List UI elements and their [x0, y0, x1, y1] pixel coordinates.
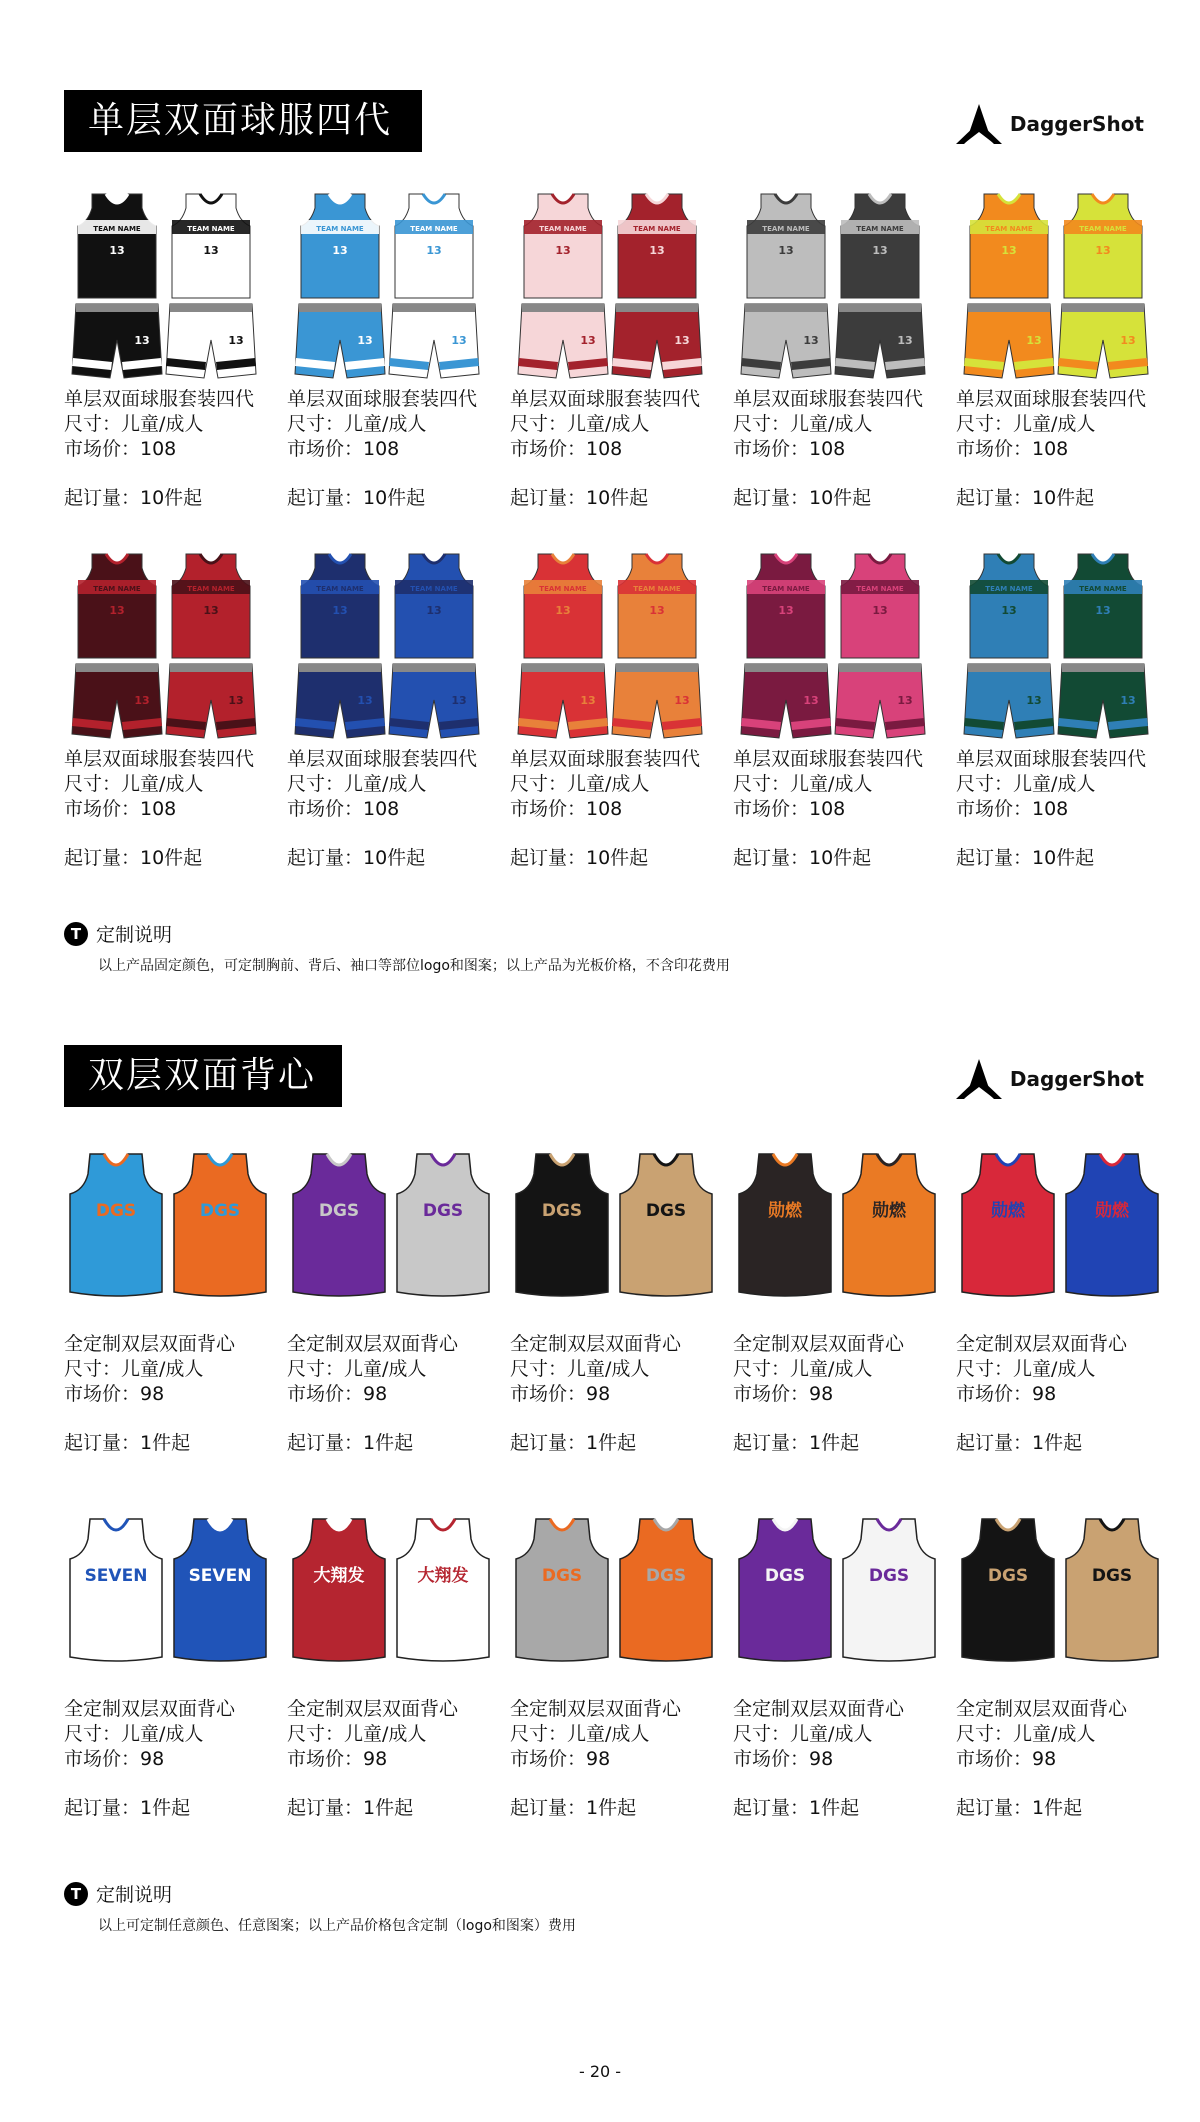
product-moq: 起订量：10件起	[64, 847, 203, 869]
svg-text:DGS: DGS	[422, 1201, 464, 1221]
product-size: 尺寸：儿童/成人	[956, 773, 1096, 795]
product-card[interactable]	[733, 1150, 956, 1515]
svg-text:13: 13	[332, 244, 348, 257]
vest-front-image	[512, 1515, 612, 1665]
note-text: 以上产品固定颜色，可定制胸前、背后、袖口等部位logo和图案；以上产品为光板价格，不含印花费用	[98, 958, 730, 974]
product-image	[287, 190, 497, 385]
product-info	[64, 747, 254, 871]
product-name: 全定制双层双面背心	[64, 1333, 236, 1355]
svg-text:13: 13	[580, 334, 596, 347]
svg-text:TEAM NAME: TEAM NAME	[410, 585, 458, 593]
product-info	[64, 387, 254, 511]
product-size: 尺寸：儿童/成人	[510, 1358, 650, 1380]
svg-text:13: 13	[803, 694, 819, 707]
product-name: 单层双面球服套装四代	[64, 748, 255, 770]
product-image	[733, 1150, 943, 1305]
product-moq: 起订量：1件起	[287, 1797, 414, 1819]
jersey-back-image	[1056, 550, 1150, 660]
product-price: 市场价：98	[510, 1383, 611, 1405]
product-info	[64, 1697, 235, 1821]
svg-text:勋燃: 勋燃	[768, 1201, 802, 1221]
svg-text:13: 13	[134, 334, 150, 347]
product-image	[956, 1150, 1166, 1305]
svg-text:DGS: DGS	[987, 1566, 1029, 1586]
note-title: 定制说明	[96, 1884, 173, 1906]
product-price: 市场价：108	[64, 798, 177, 820]
jersey-back-image	[833, 550, 927, 660]
product-card[interactable]	[510, 550, 733, 910]
product-price: 市场价：98	[287, 1383, 388, 1405]
vest-back-image	[393, 1515, 493, 1665]
svg-text:13: 13	[426, 604, 442, 617]
svg-text:DGS: DGS	[199, 1201, 241, 1221]
product-card[interactable]	[287, 550, 510, 910]
brand-name: DaggerShot	[1009, 112, 1144, 136]
svg-text:勋燃: 勋燃	[872, 1201, 906, 1221]
product-size: 尺寸：儿童/成人	[287, 413, 427, 435]
vest-front-image	[958, 1515, 1058, 1665]
vest-front-image	[289, 1150, 389, 1300]
svg-text:13: 13	[1095, 244, 1111, 257]
svg-text:13: 13	[1026, 334, 1042, 347]
svg-text:TEAM NAME: TEAM NAME	[985, 225, 1033, 233]
product-moq: 起订量：10件起	[510, 487, 649, 509]
product-moq: 起订量：10件起	[287, 487, 426, 509]
product-name: 单层双面球服套装四代	[287, 388, 478, 410]
svg-text:13: 13	[555, 604, 571, 617]
svg-text:13: 13	[580, 694, 596, 707]
product-price: 市场价：108	[287, 798, 400, 820]
product-image	[510, 1515, 720, 1670]
product-moq: 起订量：1件起	[510, 1432, 637, 1454]
product-grid	[64, 190, 1164, 910]
product-name: 单层双面球服套装四代	[287, 748, 478, 770]
product-card[interactable]	[64, 550, 287, 910]
jersey-back-image	[164, 190, 258, 300]
jersey-back-image	[610, 550, 704, 660]
jersey-front-image	[293, 190, 387, 300]
svg-text:13: 13	[803, 334, 819, 347]
svg-text:13: 13	[872, 604, 888, 617]
jersey-front-image	[962, 550, 1056, 660]
svg-text:13: 13	[872, 244, 888, 257]
product-name: 全定制双层双面背心	[510, 1333, 682, 1355]
product-card[interactable]	[510, 190, 733, 550]
svg-text:13: 13	[332, 604, 348, 617]
svg-text:TEAM NAME: TEAM NAME	[316, 225, 364, 233]
product-image	[956, 550, 1166, 745]
svg-text:TEAM NAME: TEAM NAME	[633, 585, 681, 593]
shorts-front-image	[293, 300, 387, 382]
vest-back-image	[616, 1515, 716, 1665]
svg-text:DGS: DGS	[541, 1566, 583, 1586]
product-image	[287, 550, 497, 745]
product-size: 尺寸：儿童/成人	[64, 1723, 204, 1745]
svg-text:13: 13	[649, 604, 665, 617]
product-name: 单层双面球服套装四代	[510, 388, 701, 410]
product-image	[733, 550, 943, 745]
product-info	[956, 1697, 1127, 1821]
svg-text:13: 13	[674, 694, 690, 707]
product-image	[287, 1150, 497, 1305]
jersey-back-image	[164, 550, 258, 660]
vest-front-image	[66, 1515, 166, 1665]
jersey-back-image	[387, 190, 481, 300]
svg-text:TEAM NAME: TEAM NAME	[985, 585, 1033, 593]
product-name: 全定制双层双面背心	[287, 1333, 459, 1355]
svg-text:DGS: DGS	[764, 1566, 806, 1586]
product-moq: 起订量：10件起	[956, 487, 1095, 509]
product-size: 尺寸：儿童/成人	[956, 1358, 1096, 1380]
vest-front-image	[958, 1150, 1058, 1300]
product-name: 全定制双层双面背心	[510, 1698, 682, 1720]
product-info	[510, 1332, 681, 1456]
brand-logo	[952, 1057, 1144, 1101]
product-price: 市场价：98	[287, 1748, 388, 1770]
dagger-logo-icon	[952, 102, 1006, 146]
product-info	[733, 1697, 904, 1821]
svg-text:TEAM NAME: TEAM NAME	[410, 225, 458, 233]
product-info	[733, 1332, 904, 1456]
svg-text:DGS: DGS	[1091, 1566, 1133, 1586]
brand-logo	[952, 102, 1144, 146]
svg-text:13: 13	[109, 604, 125, 617]
shorts-back-image	[610, 300, 704, 382]
product-card[interactable]	[64, 1150, 287, 1515]
product-moq: 起订量：1件起	[510, 1797, 637, 1819]
product-price: 市场价：98	[733, 1383, 834, 1405]
note-text: 以上可定制任意颜色、任意图案；以上产品价格包含定制（logo和图案）费用	[98, 1918, 576, 1934]
product-size: 尺寸：儿童/成人	[733, 1723, 873, 1745]
jersey-back-image	[1056, 190, 1150, 300]
shorts-back-image	[1056, 300, 1150, 382]
svg-text:13: 13	[203, 244, 219, 257]
vest-back-image	[1062, 1515, 1162, 1665]
svg-text:大翔发: 大翔发	[417, 1566, 469, 1586]
product-info	[733, 747, 923, 871]
vest-back-image	[839, 1515, 939, 1665]
jersey-back-image	[833, 190, 927, 300]
svg-text:TEAM NAME: TEAM NAME	[539, 585, 587, 593]
product-size: 尺寸：儿童/成人	[733, 773, 873, 795]
product-name: 全定制双层双面背心	[956, 1333, 1128, 1355]
product-moq: 起订量：10件起	[287, 847, 426, 869]
svg-text:13: 13	[897, 334, 913, 347]
shorts-front-image	[516, 660, 610, 742]
shorts-front-image	[293, 660, 387, 742]
shorts-back-image	[387, 660, 481, 742]
product-name: 全定制双层双面背心	[956, 1698, 1128, 1720]
svg-text:TEAM NAME: TEAM NAME	[1079, 585, 1127, 593]
jersey-front-image	[739, 190, 833, 300]
product-moq: 起订量：10件起	[956, 847, 1095, 869]
shorts-back-image	[610, 660, 704, 742]
svg-text:DGS: DGS	[645, 1566, 687, 1586]
product-image	[64, 550, 274, 745]
svg-text:13: 13	[134, 694, 150, 707]
vest-front-image	[289, 1515, 389, 1665]
product-card[interactable]	[956, 1515, 1179, 1880]
svg-text:SEVEN: SEVEN	[188, 1566, 252, 1586]
svg-text:13: 13	[228, 694, 244, 707]
product-info	[510, 387, 700, 511]
vest-back-image	[839, 1150, 939, 1300]
jersey-front-image	[739, 550, 833, 660]
product-price: 市场价：108	[287, 438, 400, 460]
svg-text:13: 13	[778, 244, 794, 257]
product-size: 尺寸：儿童/成人	[733, 1358, 873, 1380]
product-size: 尺寸：儿童/成人	[287, 1358, 427, 1380]
svg-text:勋燃: 勋燃	[991, 1201, 1025, 1221]
svg-text:DGS: DGS	[541, 1201, 583, 1221]
product-card[interactable]	[64, 1515, 287, 1880]
product-moq: 起订量：1件起	[64, 1797, 191, 1819]
svg-text:13: 13	[426, 244, 442, 257]
product-card[interactable]	[287, 1150, 510, 1515]
product-moq: 起订量：1件起	[733, 1432, 860, 1454]
svg-text:TEAM NAME: TEAM NAME	[856, 585, 904, 593]
jersey-front-image	[293, 550, 387, 660]
vest-front-image	[512, 1150, 612, 1300]
svg-text:大翔发: 大翔发	[313, 1566, 365, 1586]
vest-front-image	[66, 1150, 166, 1300]
product-image	[64, 1515, 274, 1670]
product-image	[510, 1150, 720, 1305]
shorts-back-image	[164, 660, 258, 742]
product-info	[64, 1332, 235, 1456]
svg-text:SEVEN: SEVEN	[84, 1566, 148, 1586]
product-card[interactable]	[956, 1150, 1179, 1515]
svg-text:TEAM NAME: TEAM NAME	[633, 225, 681, 233]
product-price: 市场价：98	[956, 1383, 1057, 1405]
product-price: 市场价：108	[733, 798, 846, 820]
product-size: 尺寸：儿童/成人	[510, 413, 650, 435]
product-moq: 起订量：10件起	[733, 487, 872, 509]
svg-text:13: 13	[357, 334, 373, 347]
product-moq: 起订量：10件起	[733, 847, 872, 869]
vest-back-image	[170, 1150, 270, 1300]
shorts-front-image	[516, 300, 610, 382]
product-size: 尺寸：儿童/成人	[64, 413, 204, 435]
svg-text:TEAM NAME: TEAM NAME	[762, 585, 810, 593]
svg-text:DGS: DGS	[645, 1201, 687, 1221]
product-name: 单层双面球服套装四代	[510, 748, 701, 770]
product-image	[287, 1515, 497, 1670]
product-name: 全定制双层双面背心	[733, 1333, 905, 1355]
svg-text:13: 13	[1095, 604, 1111, 617]
product-info	[287, 1697, 458, 1821]
product-image	[733, 190, 943, 385]
product-size: 尺寸：儿童/成人	[287, 1723, 427, 1745]
product-card[interactable]	[287, 1515, 510, 1880]
svg-text:DGS: DGS	[95, 1201, 137, 1221]
svg-text:13: 13	[357, 694, 373, 707]
shorts-front-image	[962, 300, 1056, 382]
jersey-front-image	[516, 190, 610, 300]
product-image	[64, 190, 274, 385]
product-image	[956, 190, 1166, 385]
jersey-back-image	[387, 550, 481, 660]
svg-text:DGS: DGS	[868, 1566, 910, 1586]
product-info	[287, 387, 477, 511]
vest-back-image	[1062, 1150, 1162, 1300]
product-moq: 起订量：1件起	[733, 1797, 860, 1819]
product-moq: 起订量：1件起	[956, 1432, 1083, 1454]
product-price: 市场价：98	[64, 1748, 165, 1770]
product-size: 尺寸：儿童/成人	[956, 1723, 1096, 1745]
product-name: 全定制双层双面背心	[287, 1698, 459, 1720]
product-info	[733, 387, 923, 511]
svg-text:13: 13	[1120, 334, 1136, 347]
product-size: 尺寸：儿童/成人	[510, 1723, 650, 1745]
product-price: 市场价：108	[956, 438, 1069, 460]
product-price: 市场价：108	[733, 438, 846, 460]
svg-text:TEAM NAME: TEAM NAME	[539, 225, 587, 233]
svg-text:13: 13	[1001, 604, 1017, 617]
jersey-front-image	[70, 190, 164, 300]
product-info	[510, 1697, 681, 1821]
shorts-front-image	[70, 300, 164, 382]
product-card[interactable]	[733, 550, 956, 910]
product-image	[510, 190, 720, 385]
product-card[interactable]	[510, 1150, 733, 1515]
product-card[interactable]	[956, 550, 1179, 910]
product-image	[510, 550, 720, 745]
product-name: 全定制双层双面背心	[733, 1698, 905, 1720]
shorts-front-image	[739, 300, 833, 382]
svg-text:13: 13	[451, 694, 467, 707]
product-info	[287, 747, 477, 871]
shorts-back-image	[833, 300, 927, 382]
svg-text:TEAM NAME: TEAM NAME	[856, 225, 904, 233]
product-name: 单层双面球服套装四代	[64, 388, 255, 410]
product-name: 单层双面球服套装四代	[956, 748, 1147, 770]
svg-text:13: 13	[555, 244, 571, 257]
product-info	[956, 387, 1146, 511]
product-card[interactable]	[956, 190, 1179, 550]
vest-front-image	[735, 1150, 835, 1300]
svg-text:13: 13	[1026, 694, 1042, 707]
product-moq: 起订量：10件起	[64, 487, 203, 509]
vest-back-image	[393, 1150, 493, 1300]
product-image	[64, 1150, 274, 1305]
product-name: 单层双面球服套装四代	[733, 748, 924, 770]
custom-note	[64, 920, 730, 975]
product-moq: 起订量：1件起	[287, 1432, 414, 1454]
product-size: 尺寸：儿童/成人	[510, 773, 650, 795]
product-moq: 起订量：10件起	[510, 847, 649, 869]
svg-text:13: 13	[674, 334, 690, 347]
product-image	[733, 1515, 943, 1670]
product-card[interactable]	[64, 190, 287, 550]
svg-text:TEAM NAME: TEAM NAME	[187, 225, 235, 233]
product-name: 全定制双层双面背心	[64, 1698, 236, 1720]
product-size: 尺寸：儿童/成人	[956, 413, 1096, 435]
product-price: 市场价：108	[510, 798, 623, 820]
shorts-front-image	[962, 660, 1056, 742]
svg-text:TEAM NAME: TEAM NAME	[187, 585, 235, 593]
jersey-front-image	[516, 550, 610, 660]
shorts-back-image	[833, 660, 927, 742]
vest-back-image	[170, 1515, 270, 1665]
brand-name: DaggerShot	[1009, 1067, 1144, 1091]
product-price: 市场价：98	[956, 1748, 1057, 1770]
jersey-back-image	[610, 190, 704, 300]
product-price: 市场价：98	[510, 1748, 611, 1770]
jersey-front-image	[962, 190, 1056, 300]
info-icon: T	[64, 1882, 88, 1906]
svg-text:TEAM NAME: TEAM NAME	[93, 585, 141, 593]
svg-text:TEAM NAME: TEAM NAME	[1079, 225, 1127, 233]
product-name: 单层双面球服套装四代	[733, 388, 924, 410]
product-size: 尺寸：儿童/成人	[64, 773, 204, 795]
product-price: 市场价：98	[64, 1383, 165, 1405]
section-title: 双层双面背心	[64, 1045, 342, 1107]
jersey-front-image	[70, 550, 164, 660]
product-price: 市场价：98	[733, 1748, 834, 1770]
svg-text:13: 13	[897, 694, 913, 707]
product-size: 尺寸：儿童/成人	[64, 1358, 204, 1380]
svg-text:TEAM NAME: TEAM NAME	[762, 225, 810, 233]
product-grid	[64, 1150, 1164, 1880]
product-image	[956, 1515, 1166, 1670]
shorts-back-image	[387, 300, 481, 382]
shorts-back-image	[164, 300, 258, 382]
svg-text:DGS: DGS	[318, 1201, 360, 1221]
custom-note	[64, 1880, 576, 1935]
product-card[interactable]	[733, 1515, 956, 1880]
svg-text:13: 13	[228, 334, 244, 347]
svg-text:13: 13	[451, 334, 467, 347]
product-card[interactable]	[287, 190, 510, 550]
product-card[interactable]	[510, 1515, 733, 1880]
svg-text:13: 13	[109, 244, 125, 257]
vest-front-image	[735, 1515, 835, 1665]
product-card[interactable]	[733, 190, 956, 550]
product-moq: 起订量：1件起	[956, 1797, 1083, 1819]
product-info	[956, 1332, 1127, 1456]
svg-text:勋燃: 勋燃	[1095, 1201, 1129, 1221]
page-number: - 20 -	[578, 2062, 622, 2081]
svg-text:TEAM NAME: TEAM NAME	[316, 585, 364, 593]
product-price: 市场价：108	[64, 438, 177, 460]
svg-text:TEAM NAME: TEAM NAME	[93, 225, 141, 233]
svg-text:13: 13	[1120, 694, 1136, 707]
dagger-logo-icon	[952, 1057, 1006, 1101]
svg-text:13: 13	[1001, 244, 1017, 257]
product-size: 尺寸：儿童/成人	[287, 773, 427, 795]
shorts-front-image	[70, 660, 164, 742]
product-size: 尺寸：儿童/成人	[733, 413, 873, 435]
shorts-front-image	[739, 660, 833, 742]
product-price: 市场价：108	[956, 798, 1069, 820]
product-price: 市场价：108	[510, 438, 623, 460]
product-moq: 起订量：1件起	[64, 1432, 191, 1454]
svg-text:13: 13	[778, 604, 794, 617]
info-icon: T	[64, 922, 88, 946]
product-info	[287, 1332, 458, 1456]
svg-text:13: 13	[649, 244, 665, 257]
vest-back-image	[616, 1150, 716, 1300]
shorts-back-image	[1056, 660, 1150, 742]
product-info	[956, 747, 1146, 871]
product-info	[510, 747, 700, 871]
svg-text:13: 13	[203, 604, 219, 617]
section-title: 单层双面球服四代	[64, 90, 422, 152]
note-title: 定制说明	[96, 924, 173, 946]
product-name: 单层双面球服套装四代	[956, 388, 1147, 410]
